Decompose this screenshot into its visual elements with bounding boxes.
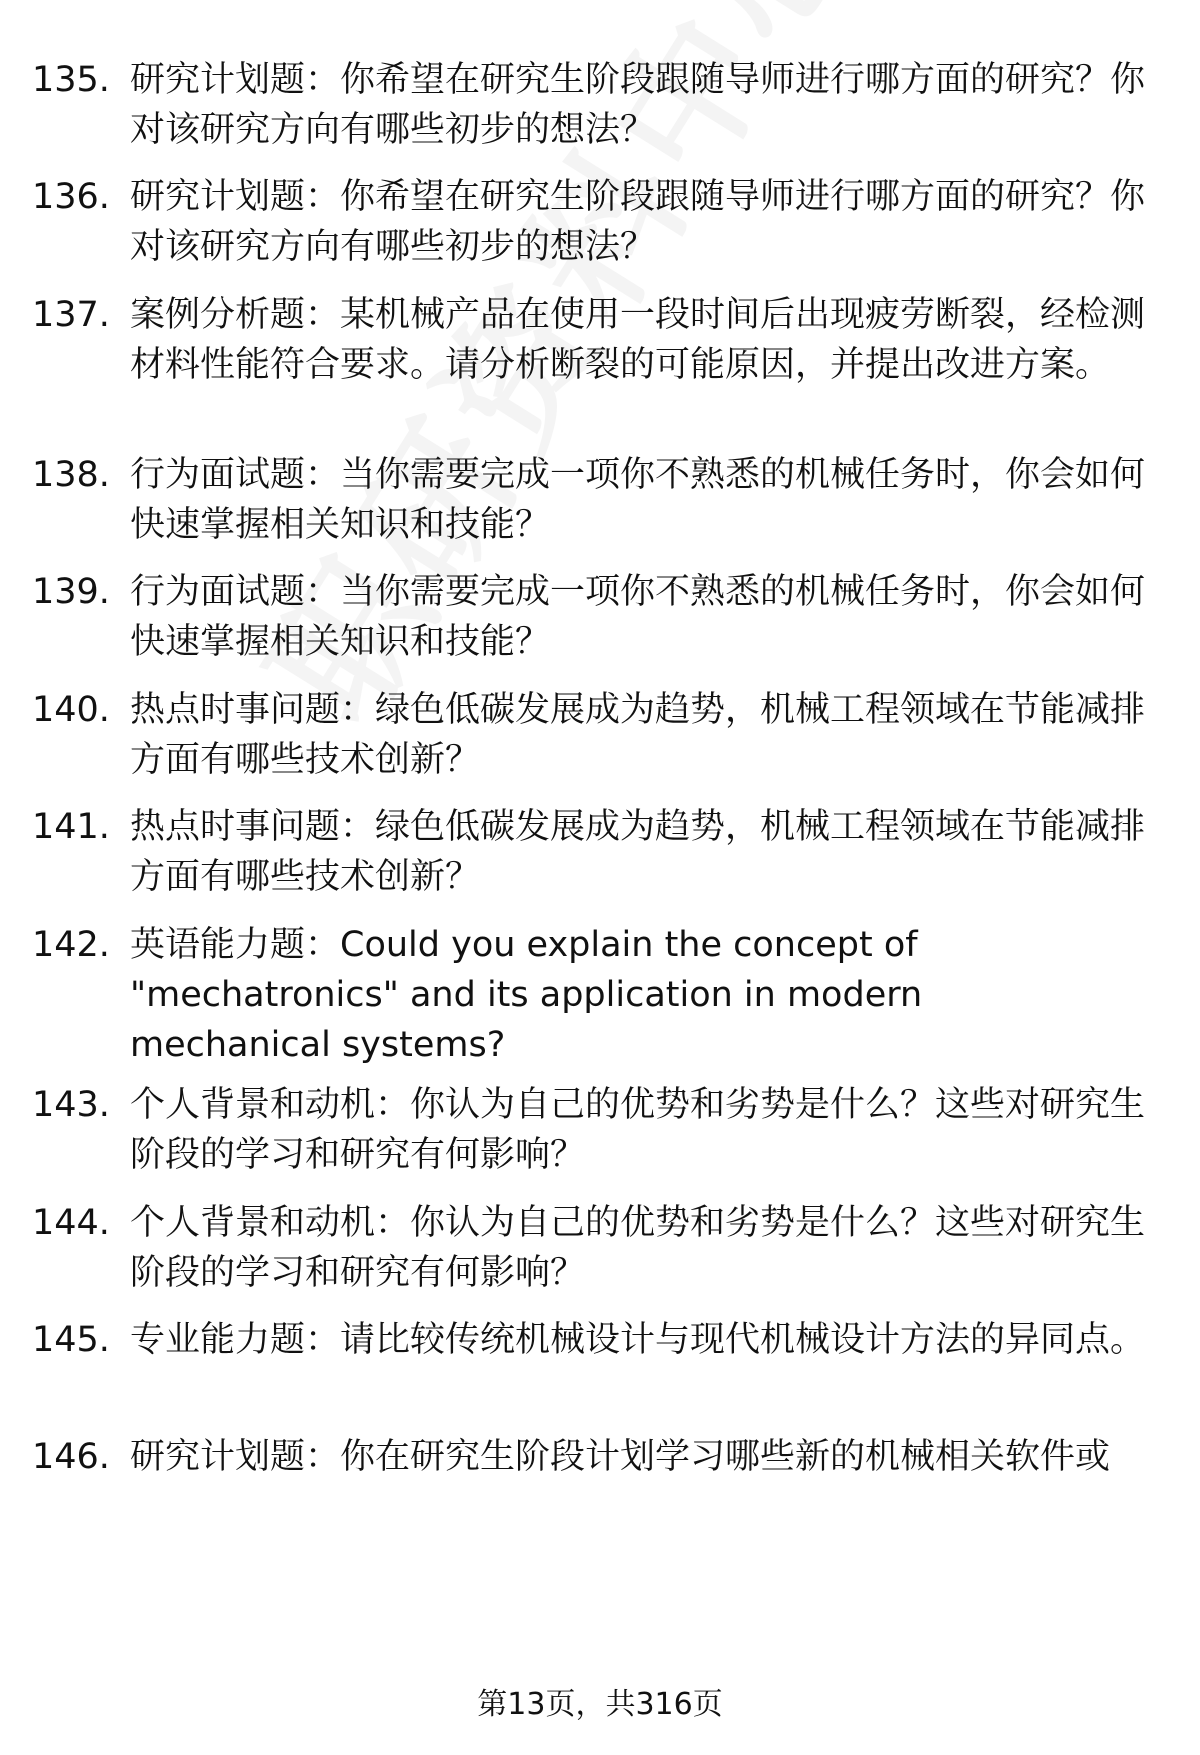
question-number: 136. [32, 177, 110, 217]
question-number: 146. [32, 1437, 110, 1477]
question-number: 144. [32, 1203, 110, 1243]
question-text: 案例分析题：某机械产品在使用一段时间后出现疲劳断裂，经检测材料性能符合要求。请分析断裂的可能原因，并提出改进方案。 [130, 295, 1146, 385]
question-text: 个人背景和动机：你认为自己的优势和劣势是什么？这些对研究生阶段的学习和研究有何影响？ [130, 1203, 1146, 1293]
question-text: 个人背景和动机：你认为自己的优势和劣势是什么？这些对研究生阶段的学习和研究有何影响？ [130, 1085, 1146, 1175]
question-text: 研究计划题：你希望在研究生阶段跟随导师进行哪方面的研究？你对该研究方向有哪些初步的想法？ [130, 60, 1146, 150]
question-text: 行为面试题：当你需要完成一项你不熟悉的机械任务时，你会如何快速掌握相关知识和技能？ [130, 572, 1146, 662]
question-text: 研究计划题：你在研究生阶段计划学习哪些新的机械相关软件或 [130, 1437, 1111, 1477]
question-text: 热点时事问题：绿色低碳发展成为趋势，机械工程领域在节能减排方面有哪些技术创新？ [130, 690, 1146, 780]
question-number: 140. [32, 690, 110, 730]
question-text: 研究计划题：你希望在研究生阶段跟随导师进行哪方面的研究？你对该研究方向有哪些初步的想法？ [130, 177, 1146, 267]
question-number: 141. [32, 807, 110, 847]
question-number: 142. [32, 925, 110, 965]
question-text: 热点时事问题：绿色低碳发展成为趋势，机械工程领域在节能减排方面有哪些技术创新？ [130, 807, 1146, 897]
question-number: 135. [32, 60, 110, 100]
question-text: 英语能力题：Could you explain the concept of "mechatronics" and its application in modern mechanical systems? [130, 925, 923, 1065]
question-text: 行为面试题：当你需要完成一项你不熟悉的机械任务时，你会如何快速掌握相关知识和技能？ [130, 455, 1146, 545]
page-footer: 第13页，共316页 [477, 1687, 723, 1722]
question-number: 145. [32, 1320, 110, 1360]
question-number: 137. [32, 295, 110, 335]
question-number: 138. [32, 455, 110, 495]
question-text: 专业能力题：请比较传统机械设计与现代机械设计方法的异同点。 [130, 1320, 1146, 1360]
question-number: 143. [32, 1085, 110, 1125]
question-number: 139. [32, 572, 110, 612]
